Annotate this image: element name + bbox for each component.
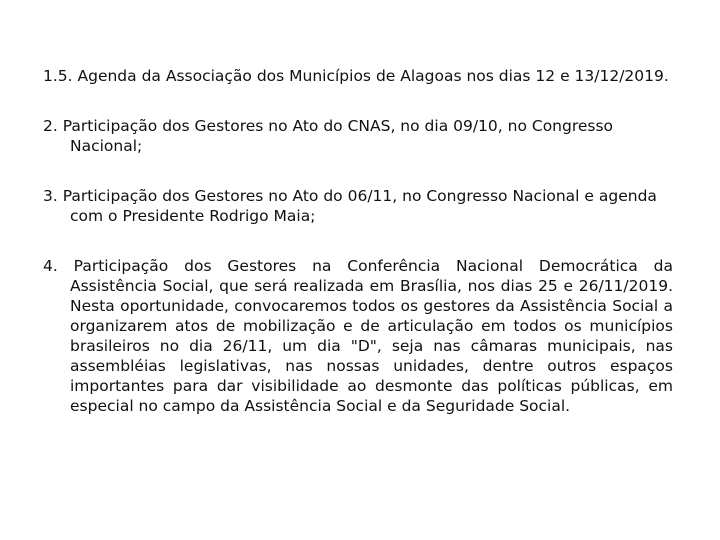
list-item-ato-congresso: 3. Participação dos Gestores no Ato do 06/11, no Congresso Nacional e agenda com o Presidente Rodrigo Maia; [43, 187, 657, 225]
agenda-list [43, 66, 673, 446]
list-item-agenda-associacao: 1.5. Agenda da Associação dos Municípios de Alagoas nos dias 12 e 13/12/2019. [43, 67, 669, 85]
list-item-ato-cnas: 2. Participação dos Gestores no Ato do CNAS, no dia 09/10, no Congresso Nacional; [43, 117, 614, 155]
list-item-conferencia-nacional: 4. Participação dos Gestores na Conferência Nacional Democrática da Assistência Social, que será realizada em Brasília, nos dias 25 e 26/11/2019. Nesta oportunidade, convocaremos todos os gestores da Assistência Social a organizarem atos de mobilização e de articulação em todos os municípios brasileiros no dia 26/11, um dia "D", seja nas câmaras municipais, nas assembléias legislativas, nas nossas unidades, dentre outros espaços importantes para dar visibilidade ao desmonte das políticas públicas, em especial no campo da Assistência Social e da Seguridade Social. [43, 257, 673, 415]
